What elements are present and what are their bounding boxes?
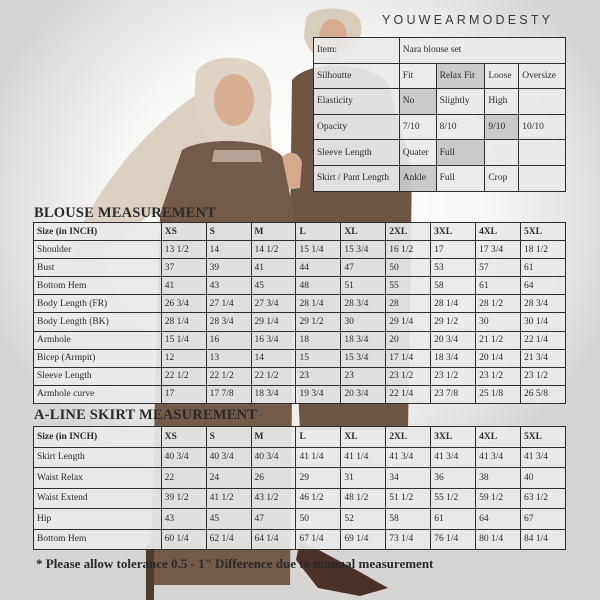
property-option-selected: Relax Fit	[436, 63, 485, 89]
property-label: Elasticity	[314, 89, 400, 115]
measurement-value: 23 1/2	[431, 367, 476, 385]
table-row	[34, 529, 566, 550]
measurement-value: 84 1/4	[521, 529, 566, 550]
measurement-value: 28	[386, 295, 431, 313]
measurement-value: 53	[431, 259, 476, 277]
measurement-label: Bottom Hem	[34, 529, 162, 550]
table-row	[34, 241, 566, 259]
measurement-value: 41 3/4	[431, 447, 476, 468]
measurement-value: 13 1/2	[161, 241, 206, 259]
size-header: L	[296, 223, 341, 241]
measurement-value: 23	[296, 367, 341, 385]
measurement-value: 39 1/2	[161, 488, 206, 509]
table-header-row	[34, 223, 566, 241]
measurement-value: 18 3/4	[251, 385, 296, 403]
measurement-value: 29 1/4	[251, 313, 296, 331]
measurement-value: 45	[206, 509, 251, 530]
measurement-value: 45	[251, 277, 296, 295]
size-unit-header: Size (in INCH)	[34, 223, 162, 241]
measurement-value: 14	[251, 349, 296, 367]
property-label: Sleeve Length	[314, 140, 400, 166]
measurement-value: 22	[161, 468, 206, 489]
property-option: 10/10	[519, 114, 566, 140]
measurement-value: 76 1/4	[431, 529, 476, 550]
measurement-value: 21 3/4	[520, 349, 565, 367]
table-row	[34, 295, 566, 313]
property-option	[519, 89, 566, 115]
measurement-value: 20	[386, 331, 431, 349]
measurement-value: 47	[251, 509, 296, 530]
measurement-value: 16 3/4	[251, 331, 296, 349]
measurement-value: 41 1/4	[296, 447, 341, 468]
measurement-value: 58	[386, 509, 431, 530]
measurement-value: 55	[386, 277, 431, 295]
measurement-value: 15 3/4	[341, 349, 386, 367]
measurement-value: 18 3/4	[431, 349, 476, 367]
size-header: XS	[161, 223, 206, 241]
measurement-value: 40 3/4	[251, 447, 296, 468]
measurement-value: 18 1/2	[520, 241, 565, 259]
size-header: 5XL	[520, 223, 565, 241]
property-row	[314, 63, 566, 89]
property-option	[519, 165, 566, 191]
measurement-value: 16 1/2	[386, 241, 431, 259]
measurement-value: 20 1/4	[476, 349, 521, 367]
measurement-value: 13	[206, 349, 251, 367]
measurement-value: 64	[476, 509, 521, 530]
property-label: Silhoutte	[314, 63, 400, 89]
measurement-value: 40 3/4	[161, 447, 206, 468]
measurement-label: Shoulder	[34, 241, 162, 259]
measurement-value: 23 1/2	[476, 367, 521, 385]
measurement-value: 22 1/4	[386, 385, 431, 403]
measurement-value: 15 1/4	[296, 241, 341, 259]
property-row	[314, 165, 566, 191]
measurement-value: 20 3/4	[341, 385, 386, 403]
measurement-value: 73 1/4	[386, 529, 431, 550]
measurement-label: Sleeve Length	[34, 367, 162, 385]
size-header: S	[206, 223, 251, 241]
measurement-value: 58	[431, 277, 476, 295]
measurement-value: 19 3/4	[296, 385, 341, 403]
measurement-value: 31	[341, 468, 386, 489]
skirt-section-title: A-LINE SKIRT MEASUREMENT	[34, 407, 258, 423]
size-header: M	[251, 223, 296, 241]
measurement-value: 29	[296, 468, 341, 489]
measurement-value: 28 3/4	[341, 295, 386, 313]
size-header: 3XL	[431, 223, 476, 241]
measurement-value: 30	[476, 313, 521, 331]
measurement-value: 24	[206, 468, 251, 489]
measurement-value: 61	[431, 509, 476, 530]
measurement-value: 15	[296, 349, 341, 367]
measurement-value: 61	[520, 259, 565, 277]
measurement-value: 15 1/4	[161, 331, 206, 349]
measurement-value: 17 1/4	[386, 349, 431, 367]
item-properties-table	[313, 37, 566, 192]
measurement-value: 38	[476, 468, 521, 489]
size-header: 2XL	[386, 223, 431, 241]
property-option	[485, 140, 519, 166]
measurement-value: 36	[431, 468, 476, 489]
measurement-value: 29 1/4	[386, 313, 431, 331]
measurement-label: Skirt Length	[34, 447, 162, 468]
measurement-value: 41	[161, 277, 206, 295]
measurement-value: 41 3/4	[476, 447, 521, 468]
blouse-measurement-table	[33, 222, 566, 404]
measurement-value: 44	[296, 259, 341, 277]
property-option: High	[485, 89, 519, 115]
table-row	[34, 488, 566, 509]
measurement-value: 23 1/2	[386, 367, 431, 385]
measurement-value: 40	[521, 468, 566, 489]
measurement-value: 17	[161, 385, 206, 403]
measurement-value: 22 1/2	[251, 367, 296, 385]
property-option: Oversize	[519, 63, 566, 89]
measurement-value: 22 1/4	[520, 331, 565, 349]
measurement-value: 39	[206, 259, 251, 277]
property-row	[314, 89, 566, 115]
measurement-value: 26 3/4	[161, 295, 206, 313]
measurement-value: 15 3/4	[341, 241, 386, 259]
size-header: 5XL	[521, 427, 566, 448]
property-option-selected: 9/10	[485, 114, 519, 140]
size-header: 4XL	[476, 427, 521, 448]
measurement-value: 23 7/8	[431, 385, 476, 403]
measurement-value: 28 1/4	[296, 295, 341, 313]
measurement-value: 17 3/4	[476, 241, 521, 259]
table-row	[34, 259, 566, 277]
size-header: XL	[341, 223, 386, 241]
size-header: 3XL	[431, 427, 476, 448]
measurement-value: 27 1/4	[206, 295, 251, 313]
property-option: Crop	[485, 165, 519, 191]
measurement-value: 67 1/4	[296, 529, 341, 550]
measurement-label: Bicep (Armpit)	[34, 349, 162, 367]
measurement-value: 34	[386, 468, 431, 489]
measurement-value: 60 1/4	[161, 529, 206, 550]
property-label: Skirt / Pant Length	[314, 165, 400, 191]
measurement-label: Waist Extend	[34, 488, 162, 509]
size-header: L	[296, 427, 341, 448]
measurement-value: 47	[341, 259, 386, 277]
measurement-value: 41 3/4	[386, 447, 431, 468]
property-option-selected: No	[399, 89, 436, 115]
measurement-value: 16	[206, 331, 251, 349]
skirt-measurement-table	[33, 426, 566, 550]
measurement-value: 28 3/4	[206, 313, 251, 331]
measurement-value: 20 3/4	[431, 331, 476, 349]
measurement-value: 63 1/2	[521, 488, 566, 509]
measurement-value: 17	[431, 241, 476, 259]
tolerance-note: * Please allow tolerance 0.5 - 1" Difference due to manual measurement	[36, 556, 434, 571]
measurement-value: 62 1/4	[206, 529, 251, 550]
size-unit-header: Size (in INCH)	[34, 427, 162, 448]
measurement-value: 26	[251, 468, 296, 489]
measurement-value: 23	[341, 367, 386, 385]
measurement-value: 46 1/2	[296, 488, 341, 509]
measurement-value: 28 1/4	[161, 313, 206, 331]
size-header: M	[251, 427, 296, 448]
measurement-value: 14	[206, 241, 251, 259]
measurement-value: 26 5/8	[520, 385, 565, 403]
measurement-value: 22 1/2	[161, 367, 206, 385]
measurement-value: 17 7/8	[206, 385, 251, 403]
size-header: 2XL	[386, 427, 431, 448]
measurement-value: 41	[251, 259, 296, 277]
measurement-value: 18	[296, 331, 341, 349]
blouse-section-title: BLOUSE MEASUREMENT	[34, 205, 217, 221]
size-header: XS	[161, 427, 206, 448]
table-row	[34, 331, 566, 349]
measurement-value: 40 3/4	[206, 447, 251, 468]
measurement-value: 59 1/2	[476, 488, 521, 509]
table-header-row	[34, 427, 566, 448]
measurement-value: 18 3/4	[341, 331, 386, 349]
property-option: Fit	[399, 63, 436, 89]
measurement-value: 51	[341, 277, 386, 295]
table-row	[34, 349, 566, 367]
measurement-value: 41 3/4	[521, 447, 566, 468]
measurement-value: 67	[521, 509, 566, 530]
measurement-value: 61	[476, 277, 521, 295]
property-row	[314, 140, 566, 166]
measurement-value: 30 1/4	[520, 313, 565, 331]
measurement-label: Bust	[34, 259, 162, 277]
measurement-value: 43 1/2	[251, 488, 296, 509]
measurement-value: 69 1/4	[341, 529, 386, 550]
measurement-value: 52	[341, 509, 386, 530]
measurement-value: 41 1/2	[206, 488, 251, 509]
property-option	[519, 140, 566, 166]
measurement-value: 29 1/2	[431, 313, 476, 331]
measurement-value: 25 1/8	[476, 385, 521, 403]
measurement-value: 43	[161, 509, 206, 530]
size-header: 4XL	[476, 223, 521, 241]
property-option: 8/10	[436, 114, 485, 140]
measurement-value: 27 3/4	[251, 295, 296, 313]
measurement-value: 41 1/4	[341, 447, 386, 468]
measurement-label: Waist Relax	[34, 468, 162, 489]
table-row	[34, 509, 566, 530]
property-row	[314, 114, 566, 140]
measurement-value: 28 1/2	[476, 295, 521, 313]
measurement-value: 64	[520, 277, 565, 295]
property-option: Quater	[399, 140, 436, 166]
measurement-value: 64 1/4	[251, 529, 296, 550]
measurement-value: 29 1/2	[296, 313, 341, 331]
measurement-value: 48 1/2	[341, 488, 386, 509]
measurement-value: 30	[341, 313, 386, 331]
measurement-value: 51 1/2	[386, 488, 431, 509]
property-option: Full	[436, 165, 485, 191]
measurement-label: Body Length (BK)	[34, 313, 162, 331]
size-header: XL	[341, 427, 386, 448]
measurement-value: 50	[296, 509, 341, 530]
table-row	[34, 313, 566, 331]
measurement-label: Bottom Hem	[34, 277, 162, 295]
property-option: Slightly	[436, 89, 485, 115]
measurement-label: Body Length (FR)	[34, 295, 162, 313]
measurement-value: 21 1/2	[476, 331, 521, 349]
table-row	[34, 277, 566, 295]
measurement-label: Armhole curve	[34, 385, 162, 403]
property-option-selected: Full	[436, 140, 485, 166]
brand-logo: YOUWEARMODESTY	[382, 13, 554, 27]
measurement-value: 80 1/4	[476, 529, 521, 550]
measurement-value: 55 1/2	[431, 488, 476, 509]
measurement-label: Armhole	[34, 331, 162, 349]
measurement-value: 28 3/4	[520, 295, 565, 313]
measurement-value: 14 1/2	[251, 241, 296, 259]
measurement-value: 12	[161, 349, 206, 367]
property-option: 7/10	[399, 114, 436, 140]
table-row	[34, 468, 566, 489]
property-value: Nara blouse set	[399, 38, 565, 64]
measurement-label: Hip	[34, 509, 162, 530]
property-row	[314, 38, 566, 64]
measurement-value: 37	[161, 259, 206, 277]
property-option: Loose	[485, 63, 519, 89]
property-label: Item:	[314, 38, 400, 64]
size-header: S	[206, 427, 251, 448]
property-option-selected: Ankle	[399, 165, 436, 191]
measurement-value: 43	[206, 277, 251, 295]
property-label: Opacity	[314, 114, 400, 140]
table-row	[34, 447, 566, 468]
measurement-value: 22 1/2	[206, 367, 251, 385]
measurement-value: 48	[296, 277, 341, 295]
measurement-value: 28 1/4	[431, 295, 476, 313]
table-row	[34, 367, 566, 385]
measurement-value: 23 1/2	[520, 367, 565, 385]
table-row	[34, 385, 566, 403]
measurement-value: 57	[476, 259, 521, 277]
measurement-value: 50	[386, 259, 431, 277]
